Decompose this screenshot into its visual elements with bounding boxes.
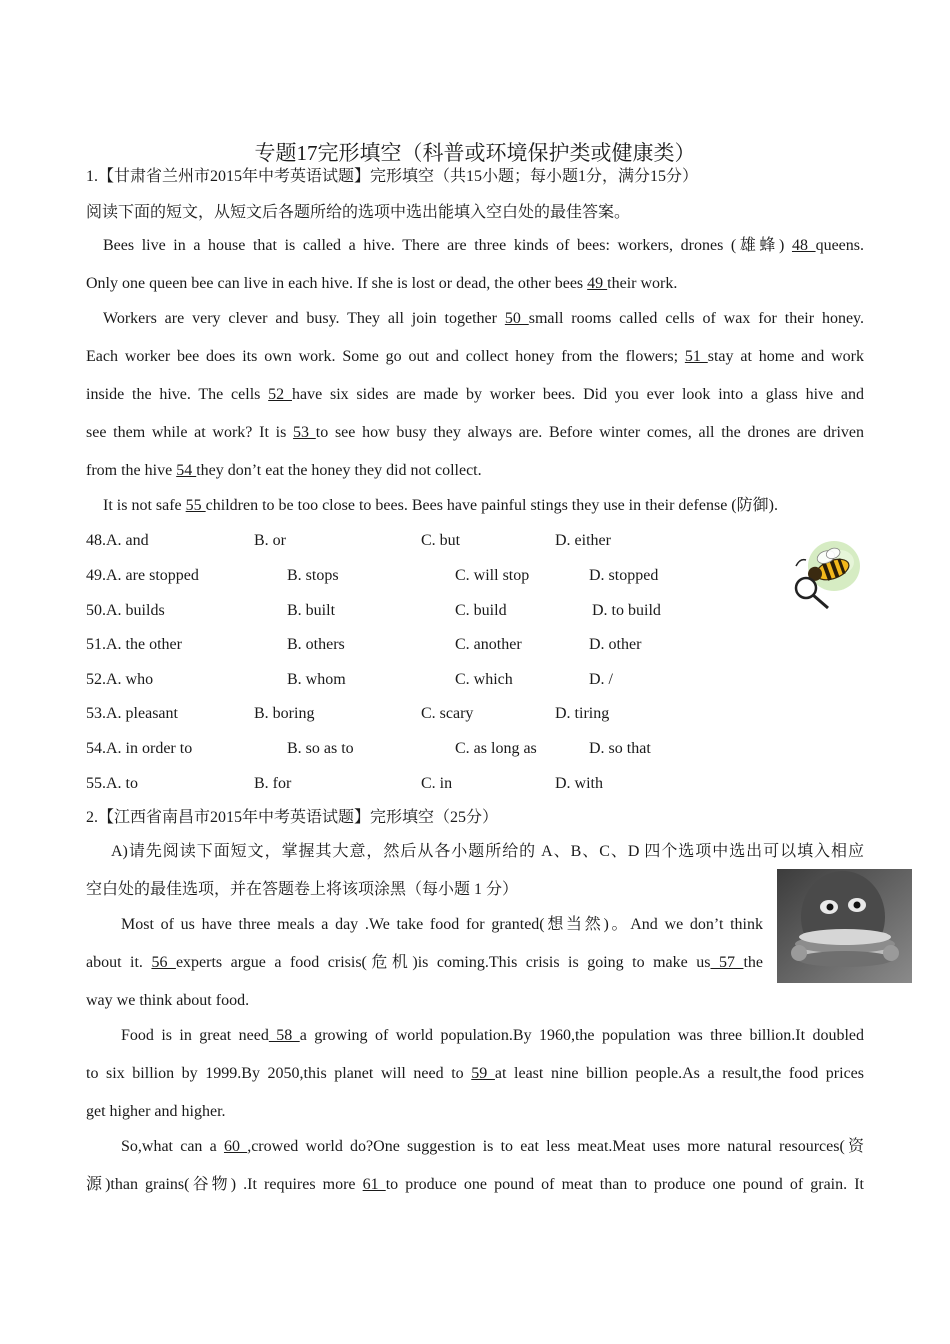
passage1-line — [103, 236, 864, 256]
question-number: 55. — [86, 775, 106, 792]
option-d: D. either — [555, 532, 611, 549]
passage1-line — [103, 309, 864, 329]
option-b: B. so as to — [287, 740, 354, 757]
text-run: about it. — [86, 954, 152, 971]
section1-heading: 1.【甘肃省兰州市2015年中考英语试题】完形填空（共15小题；每小题1分，满分15分） — [86, 168, 699, 185]
text-run: at least nine billion people.As a result,the food prices — [494, 1065, 865, 1082]
text-run: It is not safe — [103, 497, 186, 514]
passage1-line — [103, 496, 864, 516]
text-run: children to be too close to bees. Bees have painful stings they use in their defense (防御). — [205, 497, 778, 514]
option-a: A. the other — [106, 636, 182, 653]
option-a: A. builds — [106, 602, 165, 619]
passage1-line — [86, 347, 864, 367]
text-run: the — [743, 954, 764, 971]
question-number: 48. — [86, 532, 106, 549]
option-c: C. another — [455, 636, 522, 653]
option-d: D. with — [555, 775, 603, 792]
option-c: C. will stop — [455, 567, 530, 584]
blank-53: 53 — [293, 424, 316, 441]
option-d: D. stopped — [589, 567, 659, 584]
blank-57: 57 — [710, 954, 744, 971]
option-a: A. who — [106, 671, 154, 688]
option-d: D. to build — [592, 602, 661, 619]
question-number: 53. — [86, 705, 106, 722]
option-b: B. or — [254, 532, 286, 549]
text-run: from the hive — [86, 462, 177, 479]
option-row-53 — [86, 704, 178, 724]
passage2-line — [86, 1175, 864, 1195]
option-c: C. build — [455, 602, 507, 619]
question-number: 50. — [86, 602, 106, 619]
blank-48: 48 — [791, 237, 816, 254]
question-number: 51. — [86, 636, 106, 653]
section2-instruction: A)请先阅读下面短文，掌握其大意，然后从各小题所给的 A、B、C、D 四个选项中选出可以填入相应 — [111, 843, 864, 860]
text-run: inside the hive. The cells — [86, 386, 269, 403]
blank-49: 49 — [587, 275, 608, 292]
section2-heading: 2.【江西省南昌市2015年中考英语试题】完形填空（25分） — [86, 809, 499, 826]
passage2-line: way we think about food. — [86, 992, 250, 1009]
blank-59: 59 — [471, 1065, 495, 1082]
text-run: So,what can a — [121, 1138, 224, 1155]
passage1-line — [86, 274, 864, 294]
text-run: Bees live in a house that is called a hive. There are three kinds of bees: workers, drones (雄蜂) — [103, 237, 792, 254]
option-b: B. for — [254, 775, 292, 792]
option-c: C. as long as — [455, 740, 537, 757]
text-run: to produce one pound of meat than to produce one pound of grain. It — [385, 1176, 864, 1193]
option-row-54 — [86, 739, 192, 759]
option-row-52 — [86, 670, 153, 690]
blank-58: 58 — [268, 1027, 300, 1044]
text-run: to see how busy they always are. Before winter comes, all the drones are driven — [315, 424, 865, 441]
blank-50: 50 — [504, 310, 529, 327]
blank-60: 60 — [223, 1138, 248, 1155]
text-run: to six billion by 1999.By 2050,this planet will need to — [86, 1065, 472, 1082]
option-a: A. to — [106, 775, 138, 792]
text-run: they don’t eat the honey they did not collect. — [196, 462, 482, 479]
option-d: D. / — [589, 671, 613, 688]
option-b: B. boring — [254, 705, 315, 722]
option-a: A. are stopped — [106, 567, 199, 584]
passage1-line — [86, 385, 864, 405]
question-number: 52. — [86, 671, 106, 688]
text-run: a growing of world population.By 1960,the population was three billion.It doubled — [299, 1027, 865, 1044]
option-b: B. others — [287, 636, 345, 653]
text-run: see them while at work? It is — [86, 424, 294, 441]
text-run: Only one queen bee can live in each hive. If she is lost or dead, the other bees — [86, 275, 588, 292]
option-row-51 — [86, 635, 182, 655]
option-d: D. other — [589, 636, 642, 653]
option-row-48 — [86, 531, 149, 551]
text-run: small rooms called cells of wax for their honey. — [528, 310, 865, 327]
passage2-line: Most of us have three meals a day .We take food for granted(想当然)。And we don’t think — [121, 916, 763, 933]
option-c: C. which — [455, 671, 513, 688]
bee-magnifier-illustration — [786, 532, 866, 614]
blank-51: 51 — [684, 348, 708, 365]
passage2-line: get higher and higher. — [86, 1103, 226, 1120]
question-number: 54. — [86, 740, 106, 757]
option-c: C. but — [421, 532, 461, 549]
option-row-49 — [86, 566, 199, 586]
text-run: ,crowed world do?One suggestion is to eat less meat.Meat uses more natural resources(资 — [247, 1138, 865, 1155]
section1-instruction: 阅读下面的短文，从短文后各题所给的选项中选出能填入空白处的最佳答案。 — [86, 204, 631, 221]
section2-instruction-cont: 空白处的最佳选项，并在答题卷上将该项涂黑（每小题 1 分） — [86, 881, 519, 898]
man-eating-burger-photo — [777, 869, 912, 983]
blank-56: 56 — [151, 954, 176, 971]
text-run: Each worker bee does its own work. Some go out and collect honey from the flowers; — [86, 348, 685, 365]
passage2-line — [121, 1137, 864, 1157]
option-a: A. and — [106, 532, 149, 549]
blank-52: 52 — [268, 386, 292, 403]
page-title: 专题17完形填空（科普或环境保护类或健康类） — [254, 141, 696, 165]
text-run: their work. — [607, 275, 678, 292]
question-number: 49. — [86, 567, 106, 584]
option-b: B. built — [287, 602, 336, 619]
passage2-line — [86, 1064, 864, 1084]
text-run: stay at home and work — [707, 348, 865, 365]
text-run: have six sides are made by worker bees. Did you ever look into a glass hive and — [291, 386, 865, 403]
option-a: A. pleasant — [106, 705, 178, 722]
passage1-line — [86, 423, 864, 443]
text-run: 源)than grains(谷物) .It requires more — [86, 1176, 363, 1193]
blank-55: 55 — [185, 497, 206, 514]
text-run: queens. — [815, 237, 865, 254]
option-c: C. in — [421, 775, 453, 792]
option-b: B. whom — [287, 671, 346, 688]
text-run: experts argue a food crisis(危机)is coming.This crisis is going to make us — [175, 954, 711, 971]
option-d: D. tiring — [555, 705, 610, 722]
passage1-line — [86, 461, 864, 481]
option-row-50 — [86, 601, 165, 621]
text-run: Workers are very clever and busy. They all join together — [103, 310, 505, 327]
option-a: A. in order to — [106, 740, 193, 757]
option-row-55 — [86, 774, 138, 794]
option-d: D. so that — [589, 740, 651, 757]
option-b: B. stops — [287, 567, 339, 584]
blank-54: 54 — [176, 462, 197, 479]
passage2-line — [86, 953, 763, 973]
option-c: C. scary — [421, 705, 474, 722]
passage2-line — [121, 1026, 864, 1046]
text-run: Food is in great need — [121, 1027, 269, 1044]
blank-61: 61 — [362, 1176, 386, 1193]
